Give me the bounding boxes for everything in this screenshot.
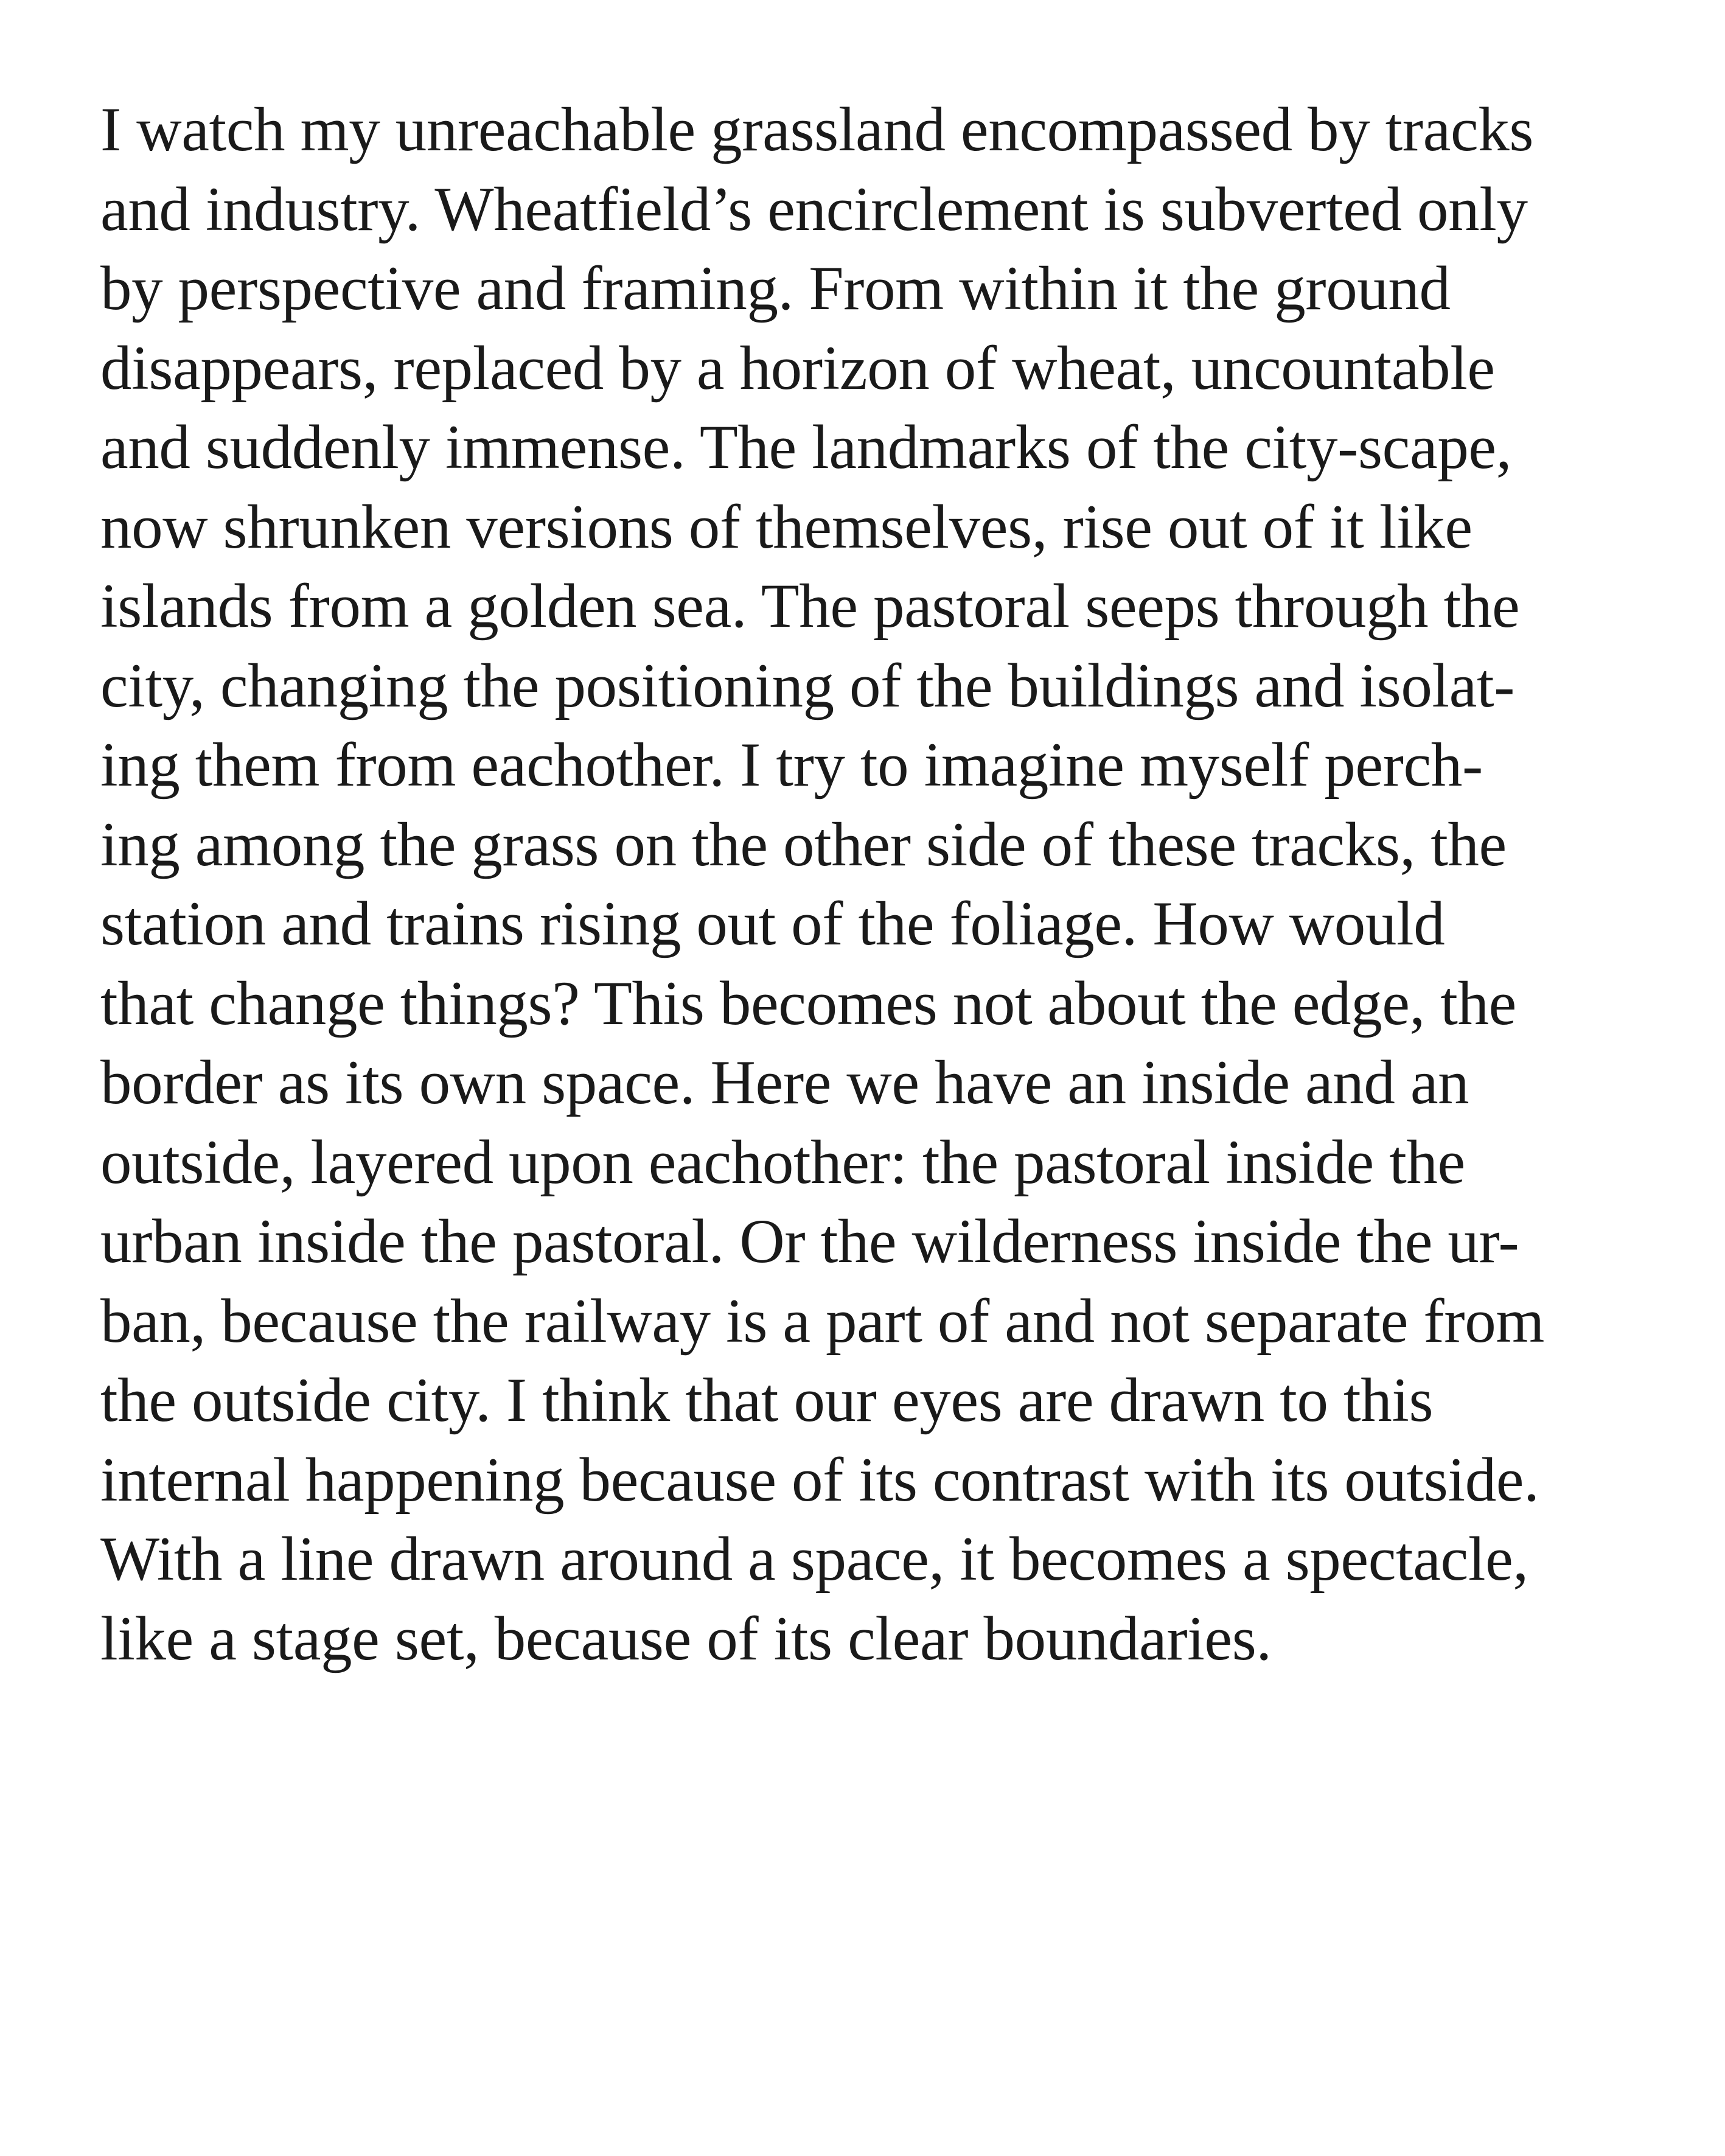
text-line: I watch my unreachable grassland encompassed by tracks bbox=[100, 95, 1534, 164]
text-line: and suddenly immense. The landmarks of the city-scape, bbox=[100, 413, 1512, 482]
text-line: the outside city. I think that our eyes are drawn to this bbox=[100, 1366, 1434, 1435]
text-line: outside, layered upon eachother: the pastoral inside the bbox=[100, 1127, 1465, 1197]
text-line: internal happening because of its contrast with its outside. bbox=[100, 1445, 1539, 1515]
text-line: disappears, replaced by a horizon of wheat, uncountable bbox=[100, 333, 1495, 403]
text-line: border as its own space. Here we have an inside and an bbox=[100, 1048, 1469, 1117]
text-line: now shrunken versions of themselves, rise out of it like bbox=[100, 492, 1472, 562]
text-line: city, changing the positioning of the buildings and isolat- bbox=[100, 651, 1515, 720]
text-line: ing them from eachother. I try to imagine myself perch- bbox=[100, 730, 1483, 800]
text-line: by perspective and framing. From within it the ground bbox=[100, 254, 1451, 323]
text-line: and industry. Wheatfield’s encirclement is subverted only bbox=[100, 174, 1528, 244]
text-line: With a line drawn around a space, it becomes a spectacle, bbox=[100, 1524, 1528, 1594]
text-line: like a stage set, because of its clear boundaries. bbox=[100, 1603, 1272, 1673]
text-line: station and trains rising out of the foliage. How would bbox=[100, 889, 1445, 958]
body-paragraph bbox=[100, 90, 1695, 1678]
text-line: islands from a golden sea. The pastoral seeps through the bbox=[100, 571, 1520, 641]
text-line: urban inside the pastoral. Or the wilderness inside the ur- bbox=[100, 1207, 1519, 1276]
text-line: ban, because the railway is a part of and not separate from bbox=[100, 1286, 1545, 1356]
text-line: ing among the grass on the other side of these tracks, the bbox=[100, 809, 1507, 879]
text-line: that change things? This becomes not about the edge, the bbox=[100, 968, 1516, 1038]
